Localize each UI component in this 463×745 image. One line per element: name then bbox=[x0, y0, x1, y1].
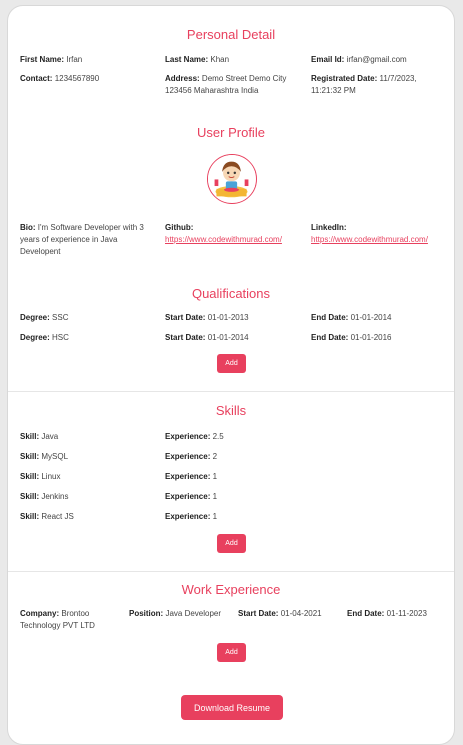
qualification-row: Degree: HSC bbox=[20, 333, 69, 342]
skill-row: Skill: Linux bbox=[20, 472, 61, 481]
work-start-field: Start Date: 01-04-2021 bbox=[238, 609, 322, 618]
chef-avatar-icon bbox=[208, 155, 255, 202]
first-name-field: First Name: Irfan bbox=[20, 55, 83, 64]
skill-experience: Experience: 2.5 bbox=[165, 432, 224, 441]
qualification-start: Start Date: 01-01-2013 bbox=[165, 313, 249, 322]
resume-card bbox=[7, 5, 455, 745]
qualifications-title: Qualifications bbox=[191, 286, 271, 301]
skills-title: Skills bbox=[215, 403, 247, 418]
bio-field: Bio: I'm Software Developer with 3 years of experience in Java Developent bbox=[20, 223, 144, 256]
qualification-row: Degree: SSC bbox=[20, 313, 69, 322]
position-field: Position: Java Developer bbox=[129, 609, 222, 618]
address-field: Address: Demo Street Demo City 123456 Maharashtra India bbox=[165, 74, 287, 95]
section-divider bbox=[8, 391, 454, 392]
skill-row: Skill: Jenkins bbox=[20, 492, 69, 501]
avatar bbox=[207, 154, 257, 204]
skill-experience: Experience: 2 bbox=[165, 452, 218, 461]
github-field: Github: https://www.codewithmurad.com/ bbox=[165, 223, 282, 244]
personal-detail-title: Personal Detail bbox=[186, 27, 276, 42]
add-skill-button[interactable]: Add bbox=[217, 534, 246, 553]
github-link[interactable]: https://www.codewithmurad.com/ bbox=[165, 235, 282, 244]
qualification-end: End Date: 01-01-2014 bbox=[311, 313, 392, 322]
skill-row: Skill: Java bbox=[20, 432, 59, 441]
linkedin-field: LinkedIn: https://www.codewithmurad.com/ bbox=[311, 223, 428, 244]
user-profile-title: User Profile bbox=[197, 125, 265, 140]
skill-row: Skill: React JS bbox=[20, 512, 74, 521]
add-qualification-button[interactable]: Add bbox=[217, 354, 246, 373]
skill-experience: Experience: 1 bbox=[165, 492, 218, 501]
download-resume-button[interactable]: Download Resume bbox=[181, 695, 283, 720]
qualification-start: Start Date: 01-01-2014 bbox=[165, 333, 249, 342]
skill-row: Skill: MySQL bbox=[20, 452, 69, 461]
last-name-field: Last Name: Khan bbox=[165, 55, 230, 64]
email-field: Email Id: irfan@gmail.com bbox=[311, 55, 407, 64]
work-end-field: End Date: 01-11-2023 bbox=[347, 609, 427, 618]
add-work-button[interactable]: Add bbox=[217, 643, 246, 662]
registered-date-field: Registrated Date: 11/7/2023, 11:21:32 PM bbox=[311, 74, 417, 95]
skill-experience: Experience: 1 bbox=[165, 512, 218, 521]
skill-experience: Experience: 1 bbox=[165, 472, 218, 481]
linkedin-link[interactable]: https://www.codewithmurad.com/ bbox=[311, 235, 428, 244]
work-experience-title: Work Experience bbox=[181, 582, 281, 597]
company-field: Company: Brontoo Technology PVT LTD bbox=[20, 609, 95, 630]
contact-field: Contact: 1234567890 bbox=[20, 74, 100, 83]
qualification-end: End Date: 01-01-2016 bbox=[311, 333, 392, 342]
section-divider bbox=[8, 571, 454, 572]
